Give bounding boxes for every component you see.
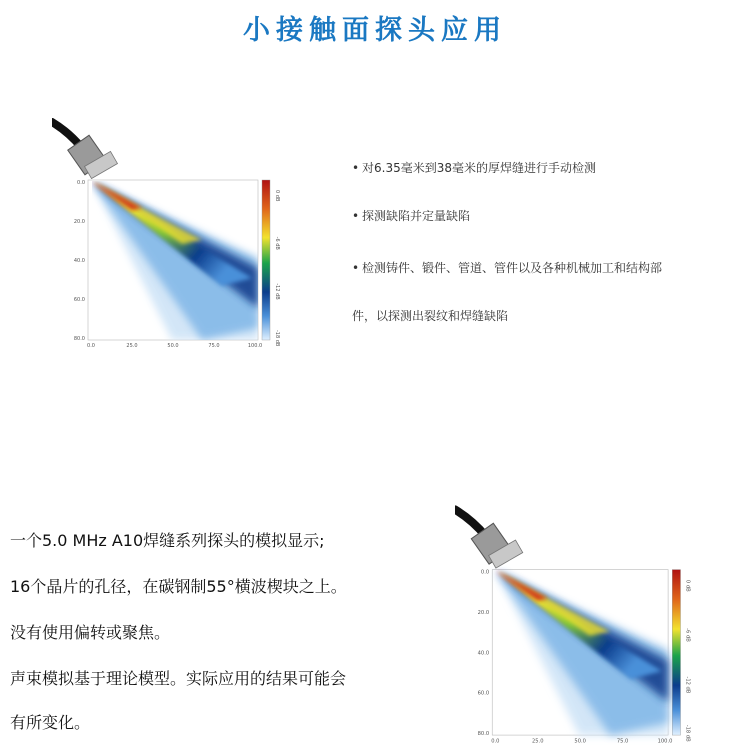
page-title: 小接触面探头应用 [243,15,507,46]
description-line: 16个晶片的孔径，在碳钢制55°横波楔块之上。 [10,577,347,596]
colorbar-label: 0 dB [274,190,280,202]
colorbar-label: -18 dB [684,724,691,742]
y-tick-label: 0.0 [77,180,85,186]
x-tick-label: 0.0 [87,343,95,349]
colorbar-label: -18 dB [274,330,280,347]
description-line: 一个5.0 MHz A10焊缝系列探头的模拟显示; [10,531,325,550]
list-item: • 对6.35毫米到38毫米的厚焊缝进行手动检测 [352,161,596,175]
colorbar-label: -12 dB [684,676,691,694]
y-tick-label: 60.0 [73,297,85,303]
y-tick-label: 0.0 [480,569,490,576]
y-tick-label: 40.0 [477,650,490,657]
probe-icon [52,122,117,179]
y-tick-label: 80.0 [477,731,490,738]
x-tick-label: 75.0 [616,738,629,745]
y-tick-label: 20.0 [477,610,490,617]
beam-simulation-bottom [455,505,695,750]
x-tick-label: 50.0 [574,738,586,745]
probe-icon [455,510,523,569]
colorbar-label: -6 dB [274,236,280,250]
list-item: • 探测缺陷并定量缺陷 [352,209,471,223]
colorbar [262,180,270,340]
x-tick-label: 100.0 [247,343,263,349]
description-line: 有所变化。 [10,713,91,732]
description-line: 声束模拟基于理论模型。实际应用的结果可能会 [10,669,347,688]
x-tick-label: 50.0 [167,343,179,349]
y-tick-label: 60.0 [477,690,490,697]
beam-simulation-top [52,118,284,354]
x-tick-label: 25.0 [532,738,544,745]
colorbar-label: 0 dB [684,579,691,592]
x-tick-label: 100.0 [657,738,673,745]
list-item-continuation: 件，以探测出裂纹和焊缝缺陷 [352,309,509,323]
colorbar-label: -12 dB [274,283,280,300]
x-tick-label: 25.0 [126,343,138,349]
colorbar-label: -6 dB [684,628,691,642]
description-line: 没有使用偏转或聚焦。 [10,623,171,642]
y-tick-label: 40.0 [73,258,85,264]
y-tick-label: 80.0 [73,336,85,342]
list-item: • 检测铸件、锻件、管道、管件以及各种机械加工和结构部 [352,261,663,275]
y-tick-label: 20.0 [73,219,85,225]
x-tick-label: 75.0 [208,343,220,349]
x-tick-label: 0.0 [491,738,500,745]
colorbar [672,570,680,736]
